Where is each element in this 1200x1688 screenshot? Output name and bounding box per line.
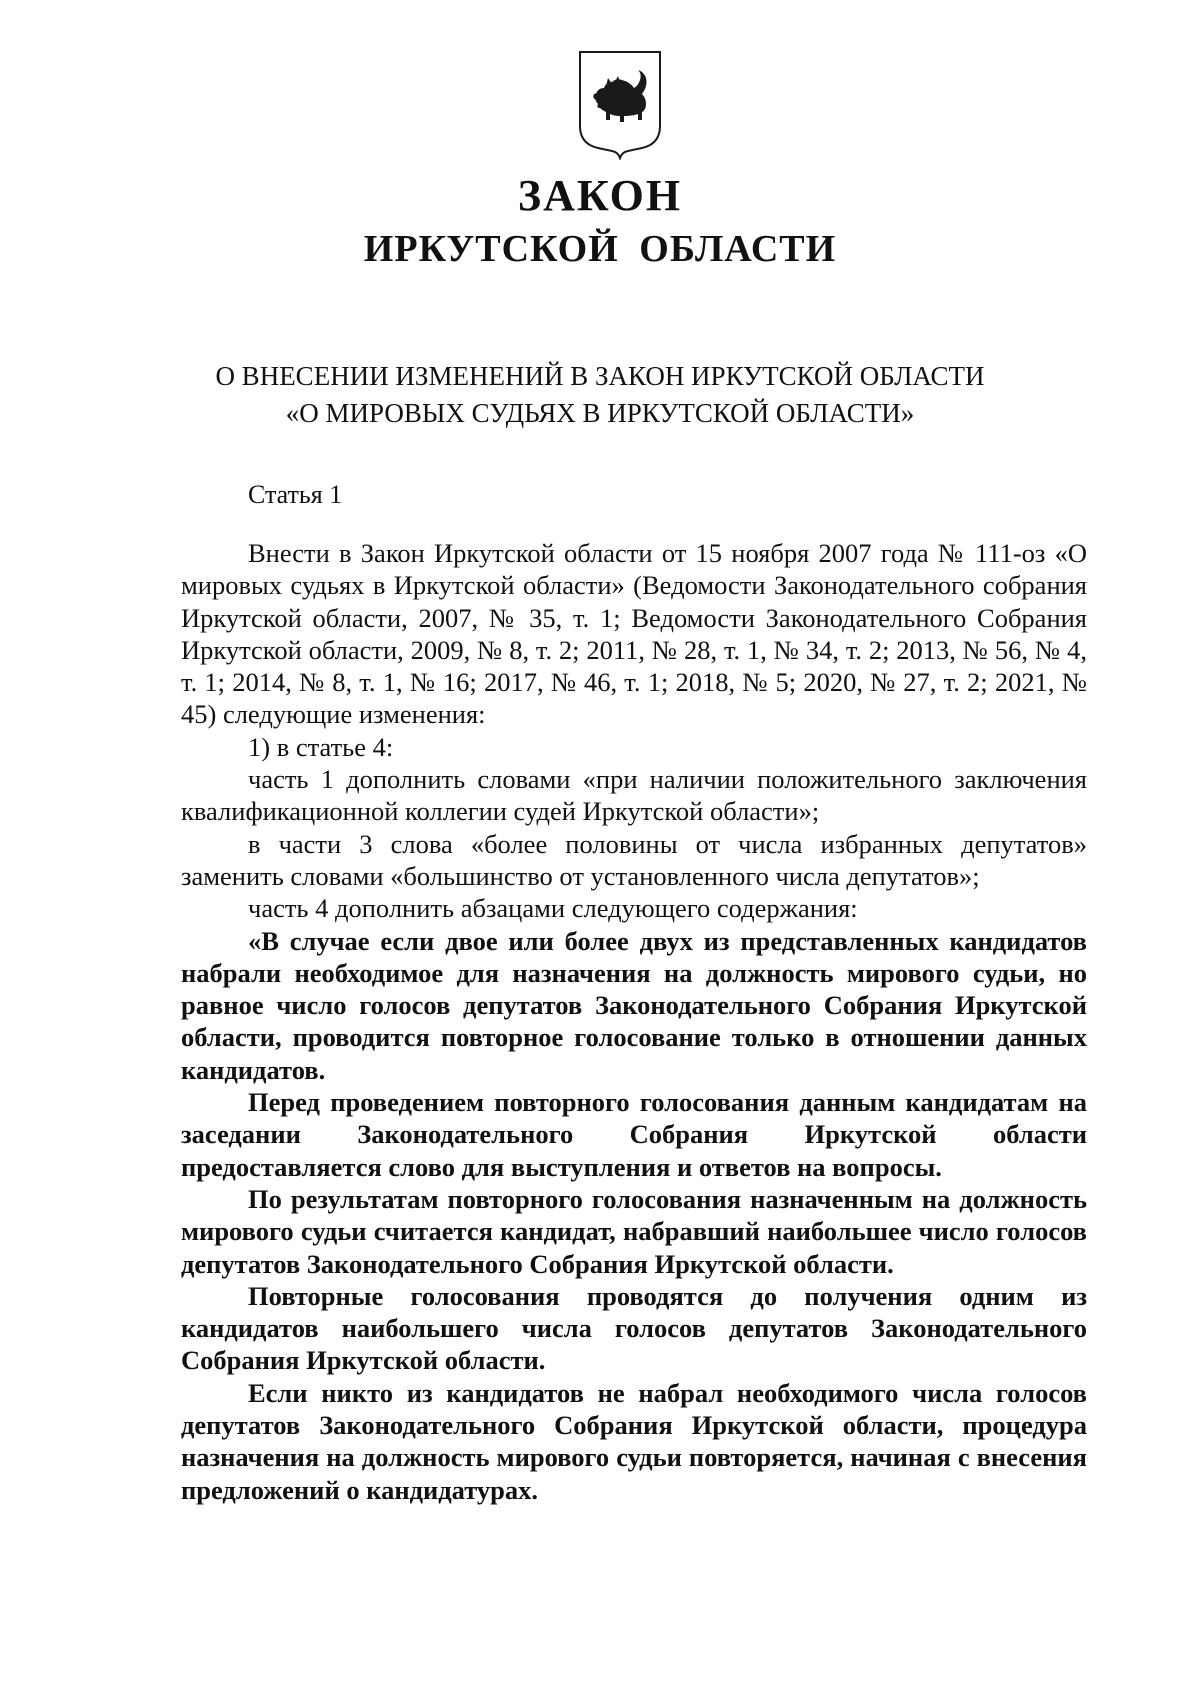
paragraph-part-1-amendment: часть 1 дополнить словами «при наличии положительного заключения квалификационной коллегии судей Иркутской области»;	[181, 764, 1087, 827]
paragraph-intro: Внести в Закон Иркутской области от 15 ноября 2007 года № 111-оз «О мировых судьях в Иркутской области» (Ведомости Законодательного собрания Иркутской области, 2007, № 35, т. 1; Ведомости Законодательного Собрания Иркутской области, 2009, № 8, т. 2; 2011, № 28, т. 1, № 34, т. 2; 2013, № 56, № 4, т. 1; 2014, № 8, т. 1, № 16; 2017, № 46, т. 1; 2018, № 5; 2020, № 27, т. 2; 2021, № 45) следующие изменения:	[181, 538, 1087, 730]
law-subject-line-1: О ВНЕСЕНИИ ИЗМЕНЕНИЙ В ЗАКОН ИРКУТСКОЙ ОБЛАСТИ	[215, 361, 985, 391]
paragraph-item-1: 1) в статье 4:	[248, 731, 394, 762]
law-subject-line-2: «О МИРОВЫХ СУДЬЯХ В ИРКУТСКОЙ ОБЛАСТИ»	[285, 398, 915, 428]
law-region-title: ИРКУТСКОЙ ОБЛАСТИ	[363, 228, 837, 270]
paragraph-tie-vote: «В случае если двое или более двух из представленных кандидатов набрали необходимое для назначения на должность мирового судьи, но равное число голосов депутатов Законодательного Собрания Иркутской области, проводится повторное голосование только в отношении данных кандидатов.	[181, 925, 1087, 1085]
paragraph-revote-result: По результатам повторного голосования назначенным на должность мирового судьи считается кандидат, набравший наибольшее число голосов депутатов Законодательного Собрания Иркутской области.	[181, 1183, 1087, 1279]
paragraph-no-majority: Если никто из кандидатов не набрал необходимого числа голосов депутатов Законодательного Собрания Иркутской области, процедура назначения на должность мирового судьи повторяется, начиная с внесения предложений о кандидатурах.	[181, 1377, 1087, 1505]
paragraph-part-3-amendment: в части 3 слова «более половины от числа избранных депутатов» заменить словами «большинство от установленного числа депутатов»;	[181, 828, 1087, 891]
paragraph-before-revote: Перед проведением повторного голосования данным кандидатам на заседании Законодательного Собрания Иркутской области предоставляется слово для выступления и ответов на вопросы.	[181, 1087, 1087, 1182]
law-title: ЗАКОН	[517, 171, 683, 220]
paragraph-repeated-votes: Повторные голосования проводятся до получения одним из кандидатов наибольшего числа голосов депутатов Законодательного Собрания Иркутской области.	[181, 1280, 1087, 1376]
article-body	[181, 537, 1087, 1506]
irkutsk-coat-of-arms-icon	[576, 48, 664, 160]
article-heading: Статья 1	[248, 480, 343, 509]
paragraph-part-4-amendment: часть 4 дополнить абзацами следующего содержания:	[248, 893, 858, 924]
